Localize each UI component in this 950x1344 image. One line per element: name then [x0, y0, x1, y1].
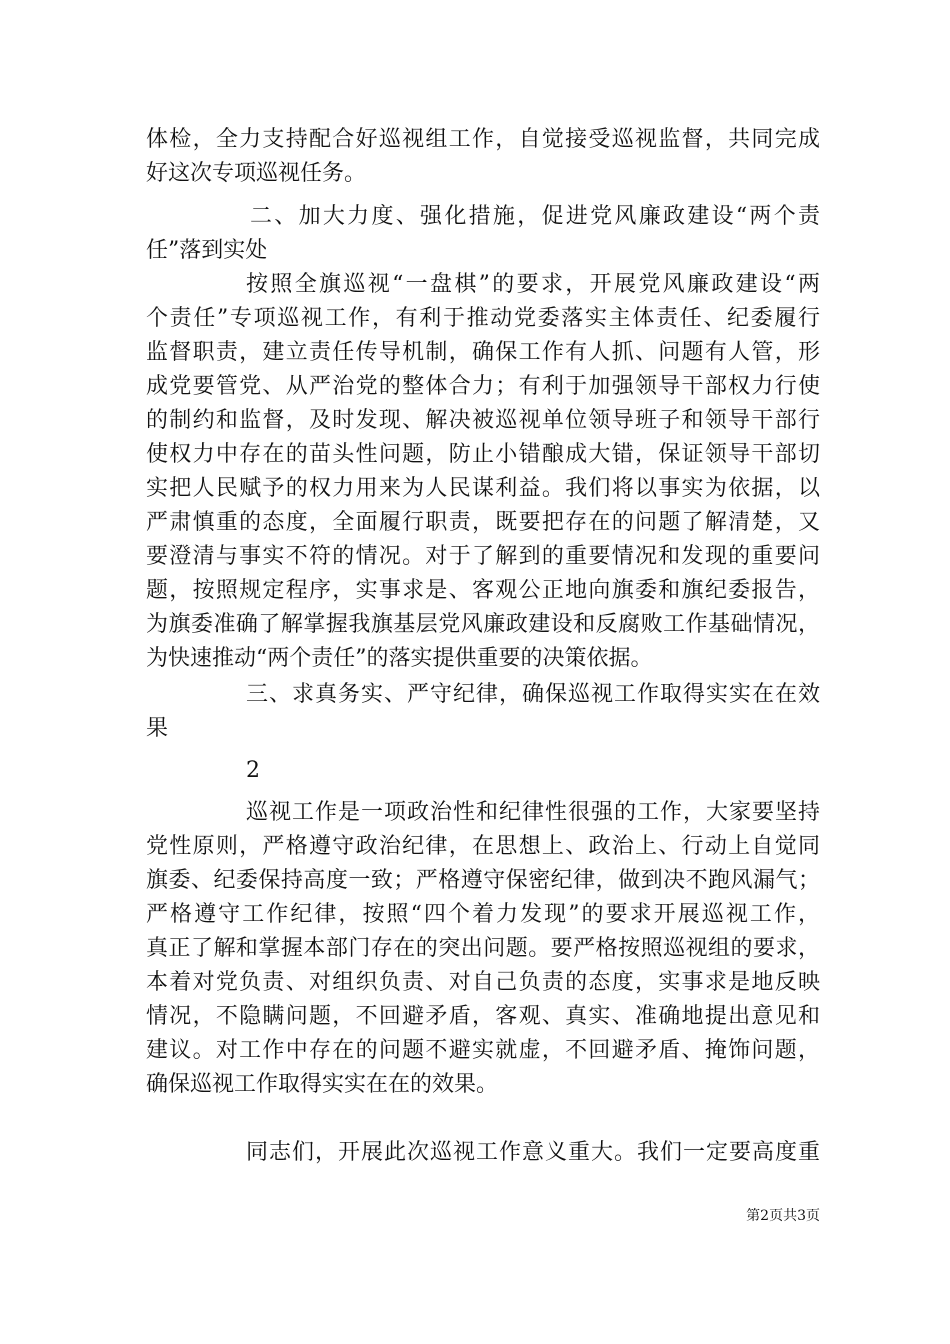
text-line: 成党要管党、从严治党的整体合力；有利于加强领导干部权力行使	[146, 374, 820, 399]
text-line: 严格遵守工作纪律，按照“四个着力发现”的要求开展巡视工作，	[146, 902, 820, 927]
text-line: 体检，全力支持配合好巡视组工作，自觉接受巡视监督，共同完成	[146, 127, 820, 152]
text-line: 按照全旗巡视“一盘棋”的要求，开展党风廉政建设“两	[246, 272, 820, 297]
text-line: 旗委、纪委保持高度一致；严格遵守保密纪律，做到决不跑风漏气；	[146, 868, 820, 893]
text-line: 党性原则，严格遵守政治纪律，在思想上、政治上、行动上自觉同	[146, 834, 820, 859]
text-line: 确保巡视工作取得实实在在的效果。	[146, 1072, 499, 1097]
text-line: 监督职责，建立责任传导机制，确保工作有人抓、问题有人管，形	[146, 340, 820, 365]
section-heading: 二、加大力度、强化措施，促进党风廉政建设“两个责	[250, 204, 820, 229]
text-line: 的制约和监督，及时发现、解决被巡视单位领导班子和领导干部行	[146, 408, 820, 433]
text-line: 要澄清与事实不符的情况。对于了解到的重要情况和发现的重要问	[146, 544, 820, 569]
text-line: 使权力中存在的苗头性问题，防止小错酿成大错，保证领导干部切	[146, 442, 820, 467]
text-line: 本着对党负责、对组织负责、对自己负责的态度，实事求是地反映	[146, 970, 820, 995]
text-line: 情况，不隐瞒问题，不回避矛盾，客观、真实、准确地提出意见和	[146, 1004, 820, 1029]
text-line: 实把人民赋予的权力用来为人民谋利益。我们将以事实为依据，以	[146, 476, 820, 501]
page-number-inline: 2	[246, 758, 260, 783]
page-footer: 第2页共3页	[746, 1208, 820, 1224]
text-line: 好这次专项巡视任务。	[146, 161, 367, 186]
section-heading: 果	[146, 716, 169, 741]
text-line: 巡视工作是一项政治性和纪律性很强的工作，大家要坚持	[246, 800, 820, 825]
text-line: 个责任”专项巡视工作，有利于推动党委落实主体责任、纪委履行	[146, 306, 820, 331]
section-heading: 三、求真务实、严守纪律，确保巡视工作取得实实在在效	[246, 682, 820, 707]
text-line: 为快速推动“两个责任”的落实提供重要的决策依据。	[146, 646, 653, 671]
text-line: 题，按照规定程序，实事求是、客观公正地向旗委和旗纪委报告，	[146, 578, 820, 603]
text-line: 严肃慎重的态度，全面履行职责，既要把存在的问题了解清楚，又	[146, 510, 820, 535]
text-line: 建议。对工作中存在的问题不避实就虚，不回避矛盾、掩饰问题，	[146, 1038, 820, 1063]
text-line: 同志们，开展此次巡视工作意义重大。我们一定要高度重	[246, 1140, 820, 1165]
section-heading: 任”落到实处	[146, 238, 268, 263]
text-line: 为旗委准确了解掌握我旗基层党风廉政建设和反腐败工作基础情况，	[146, 612, 820, 637]
text-line: 真正了解和掌握本部门存在的突出问题。要严格按照巡视组的要求，	[146, 936, 820, 961]
